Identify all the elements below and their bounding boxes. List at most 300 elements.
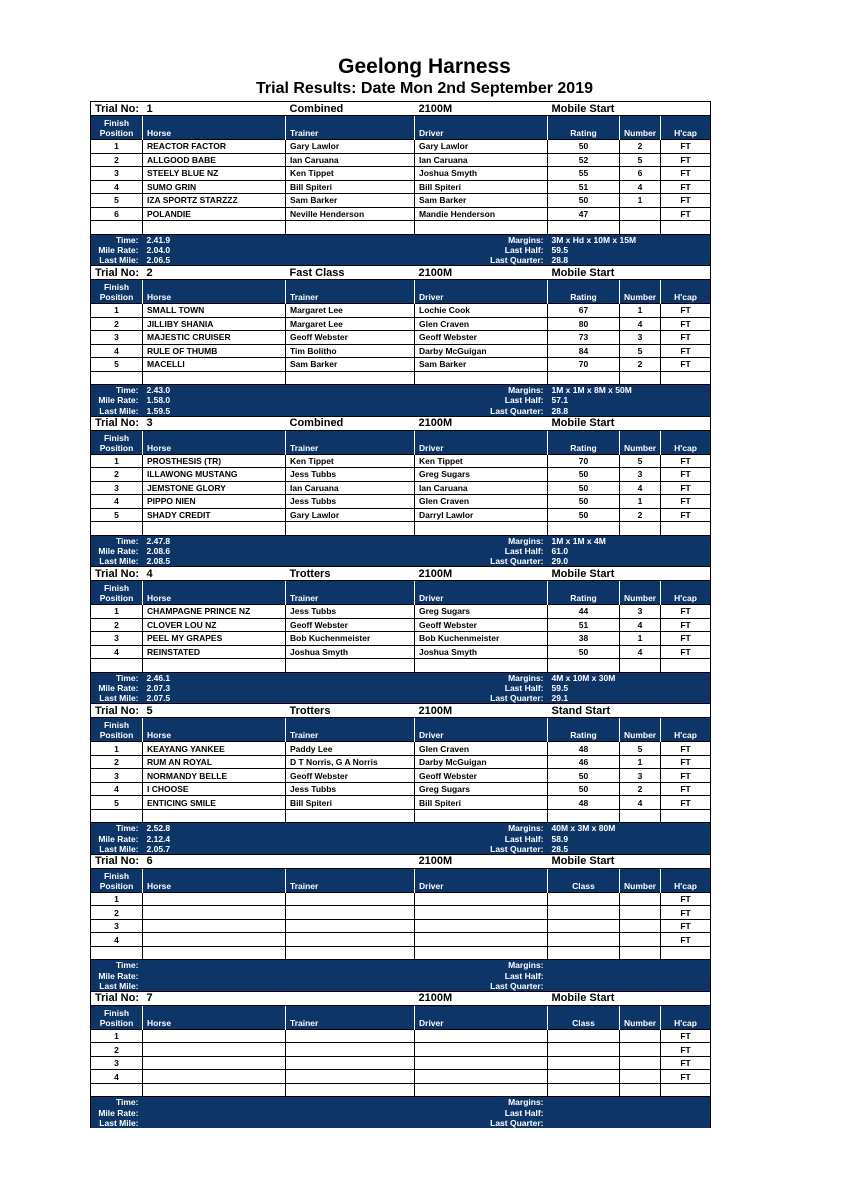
cell-hcap	[661, 522, 711, 536]
cell-rating: 73	[548, 331, 620, 345]
cell-rating: 52	[548, 153, 620, 167]
trial-class: Fast Class	[286, 266, 415, 280]
cell-number: 3	[620, 605, 661, 619]
cell-horse: RUM AN ROYAL	[143, 755, 286, 769]
cell-horse: MAJESTIC CRUISER	[143, 331, 286, 345]
cell-driver	[415, 1029, 548, 1043]
hcap-header: H'cap	[661, 280, 711, 304]
summary-row	[91, 1097, 711, 1108]
cell-driver: Greg Sugars	[415, 468, 548, 482]
trial-distance: 2100M	[415, 704, 548, 718]
cell-horse	[143, 933, 286, 947]
cell-horse: PIPPO NIEN	[143, 495, 286, 509]
cell-driver: Glen Craven	[415, 742, 548, 756]
position-label: Position	[99, 593, 134, 604]
cell-pos: 5	[91, 796, 143, 810]
mile-rate-right-value	[548, 971, 711, 981]
cell-rating	[548, 809, 620, 823]
cell-hcap: FT	[661, 317, 711, 331]
cell-rating	[548, 659, 620, 673]
trial-class	[286, 854, 415, 868]
mile-rate-label: Mile Rate:	[91, 546, 143, 556]
cell-trainer: Geoff Webster	[286, 618, 415, 632]
mile-rate-right-value: 59.5	[548, 683, 711, 693]
cell-pos: 1	[91, 454, 143, 468]
trial-table	[90, 566, 711, 703]
cell-number	[620, 1029, 661, 1043]
time-right-label: Margins:	[286, 823, 548, 834]
trial-table	[90, 854, 711, 991]
trial-number: 5	[143, 704, 286, 718]
cell-rating	[548, 1070, 620, 1084]
last-mile-label: Last Mile:	[91, 255, 143, 265]
trial-number: 7	[143, 991, 286, 1005]
cell-hcap: FT	[661, 919, 711, 933]
trial-header	[91, 102, 711, 116]
trial-number: 1	[143, 102, 286, 116]
cell-rating: 50	[548, 645, 620, 659]
trial-distance: 2100M	[415, 991, 548, 1005]
cell-pos: 2	[91, 1043, 143, 1057]
cell-number: 2	[620, 508, 661, 522]
mile-rate-value: 2.12.4	[143, 833, 286, 843]
driver-header: Driver	[415, 430, 548, 454]
cell-pos: 2	[91, 906, 143, 920]
trial-start-type: Stand Start	[548, 704, 711, 718]
summary-row	[91, 672, 711, 683]
finish-position-header	[91, 868, 143, 892]
cell-number: 1	[620, 632, 661, 646]
trial-header	[91, 567, 711, 581]
horse-header: Horse	[143, 280, 286, 304]
cell-driver	[415, 946, 548, 960]
cell-horse	[143, 809, 286, 823]
cell-pos: 2	[91, 153, 143, 167]
last-mile-label: Last Mile:	[91, 844, 143, 854]
last-mile-value: 2.06.5	[143, 255, 286, 265]
cell-hcap	[661, 659, 711, 673]
cell-trainer: Paddy Lee	[286, 742, 415, 756]
trial-header	[91, 416, 711, 430]
cell-number	[620, 371, 661, 385]
cell-pos: 2	[91, 618, 143, 632]
time-label: Time:	[91, 1097, 143, 1108]
time-right-value: 4M x 10M x 30M	[548, 672, 711, 683]
mile-rate-right-value: 58.9	[548, 833, 711, 843]
page-title: Geelong Harness	[338, 55, 511, 78]
cell-pos: 1	[91, 742, 143, 756]
table-row	[91, 221, 711, 235]
rating-header: Rating	[548, 280, 620, 304]
cell-trainer: Jess Tubbs	[286, 468, 415, 482]
number-header: Number	[620, 581, 661, 605]
hcap-header: H'cap	[661, 430, 711, 454]
trial-start-type: Mobile Start	[548, 266, 711, 280]
time-label: Time:	[91, 234, 143, 245]
cell-rating: 70	[548, 454, 620, 468]
rating-header: Rating	[548, 430, 620, 454]
time-value: 2.52.8	[143, 823, 286, 834]
finish-label: Finish	[103, 282, 130, 293]
cell-trainer	[286, 1083, 415, 1097]
cell-horse	[143, 1029, 286, 1043]
cell-driver	[415, 522, 548, 536]
trial-class: Trotters	[286, 567, 415, 581]
trial-no-label: Trial No:	[91, 567, 143, 581]
table-row	[91, 632, 711, 646]
column-header-row	[91, 116, 711, 140]
last-mile-right-value: 29.1	[548, 693, 711, 703]
trial-start-type: Mobile Start	[548, 416, 711, 430]
cell-horse: SUMO GRIN	[143, 180, 286, 194]
cell-driver	[415, 221, 548, 235]
cell-driver: Ian Caruana	[415, 481, 548, 495]
summary-row	[91, 234, 711, 245]
cell-trainer: Ken Tippet	[286, 454, 415, 468]
number-header: Number	[620, 280, 661, 304]
summary-row	[91, 1108, 711, 1118]
cell-number: 5	[620, 344, 661, 358]
last-mile-label: Last Mile:	[91, 981, 143, 991]
summary-row	[91, 693, 711, 703]
cell-pos: 2	[91, 468, 143, 482]
cell-driver	[415, 1056, 548, 1070]
cell-trainer: Ian Caruana	[286, 481, 415, 495]
cell-number: 1	[620, 194, 661, 208]
mile-rate-right-value: 59.5	[548, 245, 711, 255]
cell-driver: Geoff Webster	[415, 331, 548, 345]
cell-driver: Greg Sugars	[415, 782, 548, 796]
column-header-row	[91, 280, 711, 304]
table-row	[91, 782, 711, 796]
last-mile-label: Last Mile:	[91, 556, 143, 566]
cell-rating	[548, 221, 620, 235]
time-right-value: 3M x Hd x 10M x 15M	[548, 234, 711, 245]
cell-pos: 3	[91, 632, 143, 646]
cell-pos	[91, 1083, 143, 1097]
driver-header: Driver	[415, 1005, 548, 1029]
page-subtitle: Trial Results: Date Mon 2nd September 2019	[256, 80, 593, 97]
table-row	[91, 358, 711, 372]
time-right-label: Margins:	[286, 234, 548, 245]
trial-no-label: Trial No:	[91, 102, 143, 116]
column-header-row	[91, 868, 711, 892]
cell-horse: NORMANDY BELLE	[143, 769, 286, 783]
cell-driver: Bill Spiteri	[415, 180, 548, 194]
cell-rating	[548, 919, 620, 933]
cell-horse: REACTOR FACTOR	[143, 140, 286, 154]
summary-row	[91, 960, 711, 971]
cell-number	[620, 919, 661, 933]
last-mile-value	[143, 1118, 286, 1128]
table-row	[91, 180, 711, 194]
mile-rate-right-label: Last Half:	[286, 833, 548, 843]
summary-row	[91, 823, 711, 834]
cell-trainer	[286, 659, 415, 673]
cell-trainer	[286, 1029, 415, 1043]
table-row	[91, 304, 711, 318]
horse-header: Horse	[143, 581, 286, 605]
table-row	[91, 1083, 711, 1097]
cell-horse: PROSTHESIS (TR)	[143, 454, 286, 468]
table-row	[91, 742, 711, 756]
cell-trainer	[286, 522, 415, 536]
trainer-header: Trainer	[286, 581, 415, 605]
horse-header: Horse	[143, 868, 286, 892]
table-row	[91, 331, 711, 345]
cell-trainer	[286, 919, 415, 933]
table-row	[91, 809, 711, 823]
cell-pos	[91, 221, 143, 235]
cell-hcap: FT	[661, 605, 711, 619]
cell-driver	[415, 892, 548, 906]
cell-hcap	[661, 221, 711, 235]
last-mile-right-label: Last Quarter:	[286, 844, 548, 854]
cell-horse: PEEL MY GRAPES	[143, 632, 286, 646]
time-right-value: 1M x 1M x 4M	[548, 535, 711, 546]
time-label: Time:	[91, 823, 143, 834]
summary-row	[91, 833, 711, 843]
cell-trainer: Gary Lawlor	[286, 140, 415, 154]
cell-trainer	[286, 1043, 415, 1057]
cell-hcap: FT	[661, 769, 711, 783]
summary-row	[91, 1118, 711, 1128]
cell-hcap: FT	[661, 1070, 711, 1084]
finish-position-header	[91, 718, 143, 742]
cell-pos: 4	[91, 933, 143, 947]
trial-start-type: Mobile Start	[548, 854, 711, 868]
cell-hcap: FT	[661, 358, 711, 372]
last-mile-right-value	[548, 981, 711, 991]
table-row	[91, 796, 711, 810]
mile-rate-value: 2.08.6	[143, 546, 286, 556]
cell-driver: Darryl Lawlor	[415, 508, 548, 522]
table-row	[91, 1029, 711, 1043]
table-row	[91, 919, 711, 933]
cell-hcap: FT	[661, 1056, 711, 1070]
mile-rate-label: Mile Rate:	[91, 395, 143, 405]
cell-number	[620, 1056, 661, 1070]
mile-rate-right-label: Last Half:	[286, 683, 548, 693]
cell-hcap	[661, 1083, 711, 1097]
trial-distance: 2100M	[415, 416, 548, 430]
trial-distance: 2100M	[415, 102, 548, 116]
cell-horse: KEAYANG YANKEE	[143, 742, 286, 756]
cell-number: 2	[620, 782, 661, 796]
finish-position-header	[91, 1005, 143, 1029]
cell-trainer	[286, 371, 415, 385]
hcap-header: H'cap	[661, 868, 711, 892]
number-header: Number	[620, 718, 661, 742]
cell-number	[620, 659, 661, 673]
cell-pos: 6	[91, 207, 143, 221]
cell-trainer: Jess Tubbs	[286, 605, 415, 619]
finish-position-header	[91, 430, 143, 454]
table-row	[91, 317, 711, 331]
cell-number: 3	[620, 468, 661, 482]
trainer-header: Trainer	[286, 868, 415, 892]
cell-hcap: FT	[661, 468, 711, 482]
last-mile-label: Last Mile:	[91, 1118, 143, 1128]
cell-rating: 47	[548, 207, 620, 221]
cell-pos	[91, 946, 143, 960]
table-row	[91, 454, 711, 468]
trial-class: Combined	[286, 416, 415, 430]
driver-header: Driver	[415, 718, 548, 742]
cell-number: 4	[620, 317, 661, 331]
summary-row	[91, 556, 711, 566]
cell-rating	[548, 906, 620, 920]
cell-number	[620, 933, 661, 947]
cell-rating	[548, 522, 620, 536]
cell-pos: 3	[91, 769, 143, 783]
summary-row	[91, 981, 711, 991]
number-header: Number	[620, 868, 661, 892]
table-row	[91, 1043, 711, 1057]
table-row	[91, 906, 711, 920]
cell-driver: Greg Sugars	[415, 605, 548, 619]
position-label: Position	[99, 1017, 134, 1028]
mile-rate-label: Mile Rate:	[91, 1108, 143, 1118]
cell-rating: 44	[548, 605, 620, 619]
table-row	[91, 522, 711, 536]
cell-horse	[143, 1083, 286, 1097]
table-row	[91, 892, 711, 906]
last-mile-right-label: Last Quarter:	[286, 255, 548, 265]
cell-driver: Darby McGuigan	[415, 344, 548, 358]
cell-number	[620, 221, 661, 235]
table-row	[91, 755, 711, 769]
time-right-value: 40M x 3M x 80M	[548, 823, 711, 834]
trial-no-label: Trial No:	[91, 854, 143, 868]
summary-row	[91, 255, 711, 265]
cell-rating	[548, 1056, 620, 1070]
table-row	[91, 153, 711, 167]
position-label: Position	[99, 442, 134, 453]
time-label: Time:	[91, 385, 143, 396]
trial-start-type: Mobile Start	[548, 102, 711, 116]
cell-pos: 1	[91, 304, 143, 318]
cell-hcap: FT	[661, 495, 711, 509]
driver-header: Driver	[415, 116, 548, 140]
mile-rate-right-value: 61.0	[548, 546, 711, 556]
cell-rating: 84	[548, 344, 620, 358]
number-header: Number	[620, 116, 661, 140]
cell-driver	[415, 1043, 548, 1057]
cell-hcap: FT	[661, 194, 711, 208]
cell-horse	[143, 1043, 286, 1057]
hcap-header: H'cap	[661, 1005, 711, 1029]
trial-table	[90, 101, 711, 265]
cell-rating	[548, 1083, 620, 1097]
time-right-value	[548, 1097, 711, 1108]
summary-row	[91, 844, 711, 854]
cell-horse: IZA SPORTZ STARZZZ	[143, 194, 286, 208]
trial-results-sheet	[90, 101, 710, 1128]
cell-pos: 3	[91, 481, 143, 495]
time-value	[143, 960, 286, 971]
time-right-label: Margins:	[286, 1097, 548, 1108]
column-header-row	[91, 581, 711, 605]
cell-driver: Geoff Webster	[415, 618, 548, 632]
cell-number	[620, 892, 661, 906]
last-mile-label: Last Mile:	[91, 405, 143, 415]
table-row	[91, 769, 711, 783]
cell-driver: Joshua Smyth	[415, 167, 548, 181]
trial-number: 2	[143, 266, 286, 280]
table-row	[91, 167, 711, 181]
cell-rating: 50	[548, 769, 620, 783]
finish-position-header	[91, 116, 143, 140]
summary-row	[91, 683, 711, 693]
table-row	[91, 140, 711, 154]
cell-number: 3	[620, 331, 661, 345]
cell-driver	[415, 659, 548, 673]
mile-rate-label: Mile Rate:	[91, 245, 143, 255]
last-mile-value	[143, 981, 286, 991]
rating-header: Class	[548, 868, 620, 892]
cell-horse	[143, 1070, 286, 1084]
trial-number: 6	[143, 854, 286, 868]
cell-pos	[91, 809, 143, 823]
cell-rating: 55	[548, 167, 620, 181]
column-header-row	[91, 1005, 711, 1029]
cell-horse: CHAMPAGNE PRINCE NZ	[143, 605, 286, 619]
cell-horse: JILLIBY SHANIA	[143, 317, 286, 331]
time-right-label: Margins:	[286, 535, 548, 546]
trial-no-label: Trial No:	[91, 266, 143, 280]
cell-number	[620, 1083, 661, 1097]
mile-rate-value: 2.07.3	[143, 683, 286, 693]
cell-rating: 50	[548, 140, 620, 154]
cell-rating: 48	[548, 742, 620, 756]
cell-hcap: FT	[661, 796, 711, 810]
table-row	[91, 481, 711, 495]
cell-hcap: FT	[661, 331, 711, 345]
cell-driver	[415, 933, 548, 947]
cell-rating: 50	[548, 194, 620, 208]
cell-number	[620, 207, 661, 221]
cell-rating	[548, 1029, 620, 1043]
summary-row	[91, 385, 711, 396]
cell-pos: 4	[91, 344, 143, 358]
cell-rating	[548, 1043, 620, 1057]
finish-position-header	[91, 581, 143, 605]
cell-hcap: FT	[661, 632, 711, 646]
cell-rating	[548, 933, 620, 947]
cell-driver	[415, 919, 548, 933]
cell-hcap: FT	[661, 906, 711, 920]
last-mile-right-label: Last Quarter:	[286, 981, 548, 991]
table-row	[91, 508, 711, 522]
cell-driver	[415, 809, 548, 823]
cell-pos: 4	[91, 782, 143, 796]
cell-number: 4	[620, 180, 661, 194]
trial-header	[91, 266, 711, 280]
table-row	[91, 946, 711, 960]
position-label: Position	[99, 880, 134, 891]
table-row	[91, 605, 711, 619]
cell-driver: Lochie Cook	[415, 304, 548, 318]
cell-number: 5	[620, 153, 661, 167]
cell-driver	[415, 371, 548, 385]
cell-pos: 3	[91, 919, 143, 933]
cell-rating: 50	[548, 782, 620, 796]
cell-pos: 1	[91, 1029, 143, 1043]
time-label: Time:	[91, 535, 143, 546]
cell-horse: RULE OF THUMB	[143, 344, 286, 358]
trainer-header: Trainer	[286, 280, 415, 304]
